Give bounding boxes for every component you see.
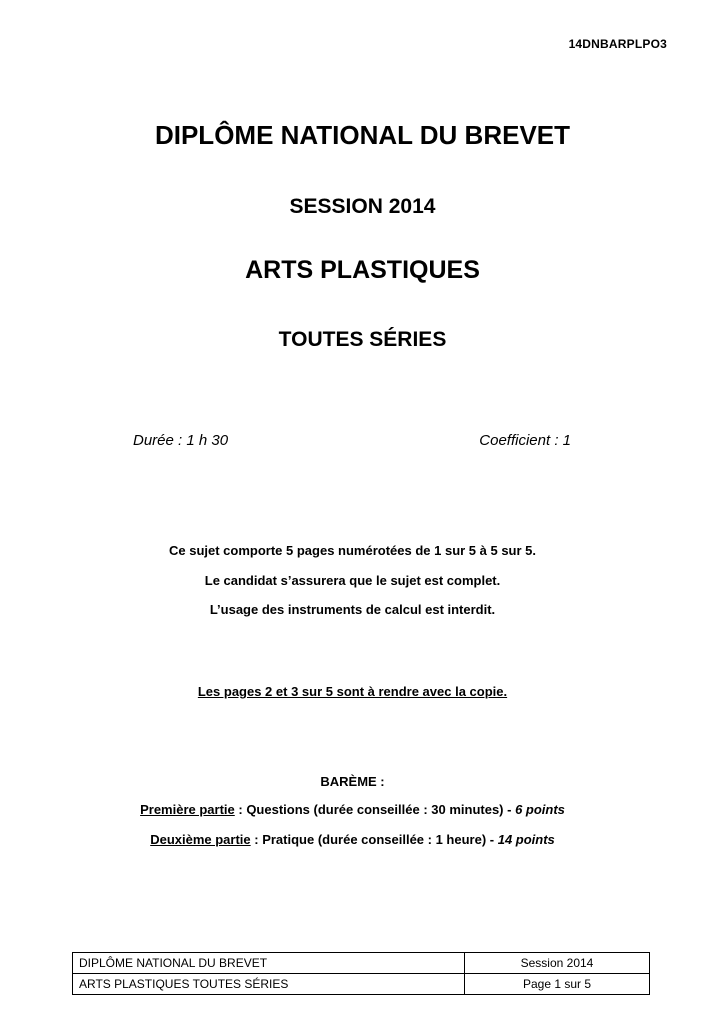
footer-row <box>73 953 650 974</box>
footer-table <box>72 952 650 995</box>
exam-title: DIPLÔME NATIONAL DU BREVET <box>154 120 571 150</box>
bareme-part-2 <box>0 832 705 847</box>
duration-text: Durée : 1 h 30 <box>133 432 229 449</box>
instruction-pages: Ce sujet comporte 5 pages numérotées de 1 sur 5 à 5 sur 5. <box>168 543 537 558</box>
instruction-calculator: L’usage des instruments de calcul est interdit. <box>209 602 496 617</box>
bareme-part-1-text: : Questions (durée conseillée : 30 minutes) - <box>234 802 516 817</box>
bareme-part-1 <box>0 802 705 817</box>
bareme-title: BARÈME : <box>320 774 385 789</box>
document-code: 14DNBARPLPO3 <box>568 37 667 51</box>
footer-row <box>73 974 650 995</box>
return-notice <box>0 684 705 699</box>
bareme-part-2-label: Deuxième partie <box>150 832 251 847</box>
bareme-part-2-points: 14 points <box>497 832 555 847</box>
bareme-part-2-text: : Pratique (durée conseillée : 1 heure) - <box>250 832 498 847</box>
footer-exam-name: DIPLÔME NATIONAL DU BREVET <box>73 953 465 974</box>
bareme-part-1-points: 6 points <box>515 802 565 817</box>
coefficient-text: Coefficient : 1 <box>479 432 571 449</box>
instruction-complete: Le candidat s’assurera que le sujet est complet. <box>204 573 501 588</box>
bareme-part-1-label: Première partie <box>140 802 235 817</box>
session-title: SESSION 2014 <box>289 195 436 218</box>
series-title: TOUTES SÉRIES <box>278 328 447 351</box>
footer-subject: ARTS PLASTIQUES TOUTES SÉRIES <box>73 974 465 995</box>
subject-title: ARTS PLASTIQUES <box>245 256 480 284</box>
footer-page-number: Page 1 sur 5 <box>465 974 650 995</box>
footer-session: Session 2014 <box>465 953 650 974</box>
return-notice-text: Les pages 2 et 3 sur 5 sont à rendre avec la copie. <box>197 684 508 699</box>
